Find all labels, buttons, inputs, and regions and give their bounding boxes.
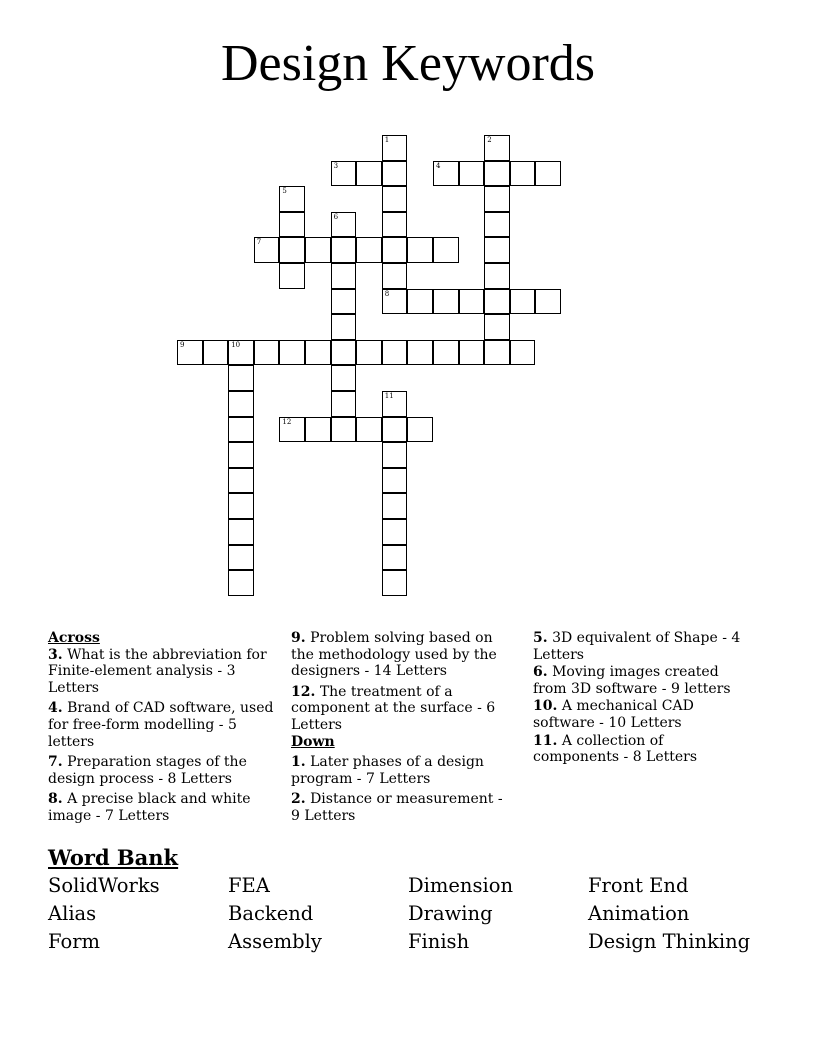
grid-cell[interactable]	[433, 161, 459, 187]
clue-down-11: 11. A collection of components - 8 Letters	[533, 732, 698, 766]
grid-cell[interactable]	[228, 391, 254, 417]
grid-cell[interactable]	[305, 417, 331, 443]
grid-cell[interactable]	[279, 417, 305, 443]
grid-cell[interactable]	[228, 417, 254, 443]
page-title: Design Keywords	[220, 35, 596, 92]
grid-cell[interactable]	[510, 161, 536, 187]
clue-number: 4	[436, 161, 441, 170]
grid-cell[interactable]	[382, 263, 408, 289]
grid-cell[interactable]	[331, 289, 357, 315]
word-bank-item: Design Thinking	[588, 930, 751, 953]
grid-cell[interactable]	[279, 212, 305, 238]
across-heading: Across	[48, 630, 100, 646]
grid-cell[interactable]	[382, 237, 408, 263]
grid-cell[interactable]	[331, 263, 357, 289]
grid-cell[interactable]	[382, 442, 408, 468]
clue-number: 7	[256, 238, 262, 247]
word-bank-item: Alias	[48, 902, 97, 925]
grid-cell[interactable]	[254, 340, 280, 366]
word-bank-title: Word Bank	[48, 845, 179, 870]
grid-cell[interactable]	[459, 289, 485, 315]
clue-number: 6	[333, 212, 339, 221]
grid-cell[interactable]	[382, 212, 408, 238]
grid-cell[interactable]	[382, 135, 408, 161]
clue-number: 9	[180, 340, 185, 349]
clue-down-1: 1. Later phases of a design program - 7 Letters	[291, 754, 484, 787]
clue-number: 2	[487, 136, 492, 144]
grid-cell[interactable]	[484, 263, 510, 289]
clue-down-10: 10. A mechanical CAD software - 10 Letters	[533, 698, 694, 731]
clue-number: 10	[231, 340, 241, 349]
grid-cell[interactable]	[279, 237, 305, 263]
word-bank-item: Backend	[228, 902, 314, 925]
grid-cell[interactable]	[331, 237, 357, 263]
grid-cell[interactable]	[407, 340, 433, 366]
grid-cell[interactable]	[228, 365, 254, 391]
clue-across-4: 4. Brand of CAD software, used for free-form modelling - 5 letters	[48, 700, 274, 750]
grid-cell[interactable]	[459, 340, 485, 366]
grid-cell[interactable]	[484, 135, 510, 161]
clue-down-5: 5. 3D equivalent of Shape - 4 Letters	[533, 630, 741, 663]
grid-cell[interactable]	[382, 161, 408, 187]
clue-across-8: 8. A precise black and white image - 7 Letters	[48, 791, 251, 824]
grid-cell[interactable]	[535, 289, 561, 315]
grid-cell[interactable]	[356, 417, 382, 443]
grid-cell[interactable]	[382, 519, 408, 545]
clue-across-3: 3. What is the abbreviation for Finite-element analysis - 3 Letters	[48, 646, 267, 696]
grid-cell[interactable]	[331, 212, 357, 238]
grid-cell[interactable]	[484, 186, 510, 212]
grid-cell[interactable]	[484, 314, 510, 340]
grid-cell[interactable]	[382, 340, 408, 366]
grid-cell[interactable]	[305, 237, 331, 263]
grid-cell[interactable]	[279, 340, 305, 366]
grid-cell[interactable]	[535, 161, 561, 187]
grid-cell[interactable]	[382, 186, 408, 212]
grid-cell[interactable]	[331, 314, 357, 340]
clue-number: 12	[282, 417, 292, 426]
grid-cell[interactable]	[228, 442, 254, 468]
grid-cell[interactable]	[228, 493, 254, 519]
word-bank-item: Front End	[588, 874, 689, 897]
grid-cell[interactable]	[510, 289, 536, 315]
word-bank-item: Assembly	[228, 930, 322, 953]
grid-cell[interactable]	[433, 340, 459, 366]
clue-number: 5	[282, 187, 287, 196]
grid-cell[interactable]	[484, 289, 510, 315]
grid-cell[interactable]	[356, 161, 382, 187]
grid-cell[interactable]	[331, 365, 357, 391]
grid-cell[interactable]	[382, 570, 408, 596]
grid-cell[interactable]	[382, 545, 408, 571]
word-bank-item: Dimension	[408, 874, 514, 897]
clue-number: 8	[384, 289, 390, 298]
grid-cell[interactable]	[279, 263, 305, 289]
clue-number: 1	[384, 136, 390, 144]
clues-column-3	[533, 630, 753, 770]
down-heading: Down	[291, 733, 335, 750]
grid-cell[interactable]	[382, 468, 408, 494]
grid-cell[interactable]	[331, 391, 357, 417]
clue-number: 11	[384, 392, 394, 400]
grid-cell[interactable]	[356, 340, 382, 366]
clue-across-12: 12. The treatment of a component at the surface - 6 Letters	[291, 683, 496, 733]
grid-cell[interactable]	[331, 340, 357, 366]
grid-cell[interactable]	[382, 417, 408, 443]
clue-number: 3	[333, 161, 339, 170]
grid-cell[interactable]	[407, 289, 433, 315]
clues-column-1	[48, 630, 278, 829]
clues-column-2	[291, 630, 509, 829]
grid-cell[interactable]	[459, 161, 485, 187]
grid-cell[interactable]	[433, 289, 459, 315]
grid-cell[interactable]	[433, 237, 459, 263]
grid-cell[interactable]	[228, 519, 254, 545]
grid-cell[interactable]	[407, 237, 433, 263]
grid-cell[interactable]	[228, 570, 254, 596]
grid-cell[interactable]	[305, 340, 331, 366]
grid-cell[interactable]	[228, 340, 254, 366]
grid-cell[interactable]	[356, 237, 382, 263]
grid-cell[interactable]	[228, 468, 254, 494]
word-bank-item: Drawing	[408, 902, 493, 925]
clue-across-7: 7. Preparation stages of the design process - 8 Letters	[48, 754, 247, 787]
grid-cell[interactable]	[382, 391, 408, 417]
grid-cell[interactable]	[510, 340, 536, 366]
clue-across-9: 9. Problem solving based on the methodology used by the designers - 14 Letters	[291, 630, 497, 680]
grid-cell[interactable]	[228, 545, 254, 571]
word-bank-item: FEA	[228, 874, 270, 897]
word-bank-item: Form	[48, 930, 101, 953]
grid-cell[interactable]	[484, 237, 510, 263]
grid-cell[interactable]	[484, 161, 510, 187]
word-bank-item: Animation	[588, 902, 690, 925]
grid-cell[interactable]	[177, 340, 203, 366]
grid-cell[interactable]	[382, 289, 408, 315]
grid-cell[interactable]	[484, 340, 510, 366]
grid-cell[interactable]	[407, 417, 433, 443]
grid-cell[interactable]	[279, 186, 305, 212]
clue-down-6: 6. Moving images created from 3D software - 9 letters	[533, 664, 731, 697]
grid-cell[interactable]	[203, 340, 229, 366]
grid-cell[interactable]	[484, 212, 510, 238]
grid-cell[interactable]	[331, 161, 357, 187]
grid-cell[interactable]	[331, 417, 357, 443]
word-bank-item: SolidWorks	[48, 874, 160, 897]
word-bank-item: Finish	[408, 930, 470, 953]
grid-cell[interactable]	[254, 237, 280, 263]
clue-down-2: 2. Distance or measurement - 9 Letters	[291, 791, 503, 824]
grid-cell[interactable]	[382, 493, 408, 519]
